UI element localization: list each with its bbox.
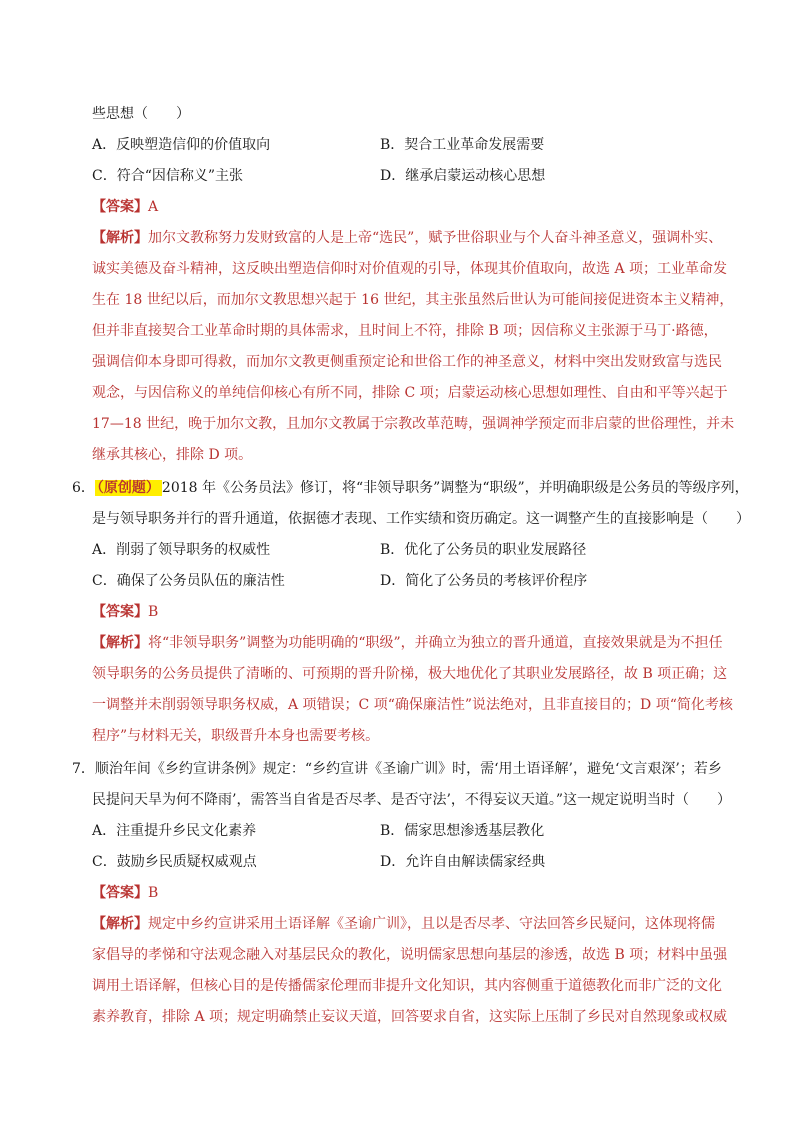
q5-analysis-line: 观念，与因信称义的单纯信仰核心有所不同，排除 C 项；启蒙运动核心思想如理性、自由和平等兴起于 [92,385,728,401]
q7-analysis-line [92,915,715,933]
q5-stem-end: 些思想（ ） [92,106,190,122]
q6-stem-line [72,479,749,497]
q5-option-d: D．继承启蒙运动核心思想 [380,168,546,184]
q5-analysis-first: 加尔文教称努力发财致富的人是上帝“选民”，赋予世俗职业与个人奋斗神圣意义，强调朴实、 [148,230,723,246]
q7-number: 7． [72,761,95,777]
q6-answer [92,603,158,621]
q7-option-a: A．注重提升乡民文化素养 [92,823,257,839]
q5-option-c: C．符合“因信称义”主张 [92,168,244,184]
q6-option-b: B．优化了公务员的职业发展路径 [380,542,587,558]
q6-stem-line: 是与领导职务并行的晋升通道，依据德才表现、工作实绩和资历确定。这一调整产生的直接影响是（ ） [92,511,750,527]
q5-answer-value: A [148,199,159,215]
q7-stem-first: 顺治年间《乡约宣讲条例》规定：“乡约宣讲《圣谕广训》时，需‘用土语译解’，避免‘文言艰深’；若乡 [94,761,722,777]
q5-option-b: B．契合工业革命发展需要 [380,137,545,153]
q5-analysis-line: 诚实美德及奋斗精神，这反映出塑造信仰时对价值观的引导，体现其价值取向，故选 A 项；工业革命发 [92,261,728,277]
q5-analysis-line: 继承其核心，排除 D 项。 [92,447,253,463]
q5-answer-label: 【答案】 [92,199,148,215]
q7-option-b: B．儒家思想渗透基层教化 [380,823,545,839]
q6-number: 6． [72,480,95,496]
q7-answer [92,884,158,902]
q7-analysis-line: 调用土语译解，但核心目的是传播儒家伦理而非提升文化知识，其内容侧重于道德教化而非广泛的文化 [92,978,722,994]
q7-stem-line [72,760,722,778]
q6-analysis-line: 一调整并未削弱领导职务权威，A 项错误；C 项“确保廉洁性”说法绝对，且非直接目的；D 项“简化考核 [92,697,733,713]
q5-analysis-label: 【解析】 [92,230,148,246]
q5-analysis-line: 强调信仰本身即可得救，而加尔文教更侧重预定论和世俗工作的神圣意义，材料中突出发财致富与选民 [92,354,722,370]
q6-original-tag: （原创题） [96,480,160,496]
q6-analysis-line [92,634,723,652]
q6-option-a: A．削弱了领导职务的权威性 [92,542,271,558]
q7-analysis-line: 家倡导的孝悌和守法观念融入对基层民众的教化，说明儒家思想向基层的渗透，故选 B 项；材料中虽强 [92,947,728,963]
q6-option-d: D．简化了公务员的考核评价程序 [380,573,588,589]
q5-analysis-line: 生在 18 世纪以后，而加尔文教思想兴起于 16 世纪，其主张虽然后世认为可能间接促进资本主义精神， [92,292,734,308]
q7-answer-value: B [148,885,159,901]
q7-answer-label: 【答案】 [92,885,148,901]
q7-analysis-first: 规定中乡约宣讲采用土语译解《圣谕广训》，且以是否尽孝、守法回答乡民疑问，这体现将儒 [148,916,715,932]
q7-option-d: D．允许自由解读儒家经典 [380,854,546,870]
q6-stem-first: 2018 年《公务员法》修订，将“非领导职务”调整为“职级”，并明确职级是公务员的等级序列， [161,480,749,496]
q7-analysis-line: 素养教育，排除 A 项；规定明确禁止妄议天道，回答要求自省，这实际上压制了乡民对自然现象或权威 [92,1009,728,1025]
q6-analysis-line: 领导职务的公务员提供了清晰的、可预期的晋升阶梯，极大地优化了其职业发展路径，故 B 项正确；这 [92,666,728,682]
q5-analysis-line: 但并非直接契合工业革命时期的具体需求，且时间上不符，排除 B 项；因信称义主张源于马丁·路德， [92,323,718,339]
q5-answer [92,198,158,216]
q7-stem-line: 民提问天旱为何不降雨’，需答当自省是否尽孝、是否守法’，不得妄议天道。”这一规定说明当时（ ） [92,792,732,808]
q5-option-a: A．反映塑造信仰的价值取向 [92,137,271,153]
q6-analysis-line: 程序”与材料无关，职级晋升本身也需要考核。 [92,728,380,744]
q7-option-c: C．鼓励乡民质疑权威观点 [92,854,257,870]
q7-analysis-label: 【解析】 [92,916,148,932]
q6-analysis-first: 将“非领导职务”调整为功能明确的“职级”，并确立为独立的晋升通道，直接效果就是为不担任 [148,635,723,651]
q6-option-c: C．确保了公务员队伍的廉洁性 [92,573,285,589]
q5-analysis-line [92,229,722,247]
q6-answer-value: B [148,604,159,620]
q6-answer-label: 【答案】 [92,604,148,620]
q5-analysis-line: 17—18 世纪，晚于加尔文教，且加尔文教属于宗教改革范畴，强调神学预定而非启蒙的世俗理性，并未 [92,416,735,432]
q6-analysis-label: 【解析】 [92,635,148,651]
